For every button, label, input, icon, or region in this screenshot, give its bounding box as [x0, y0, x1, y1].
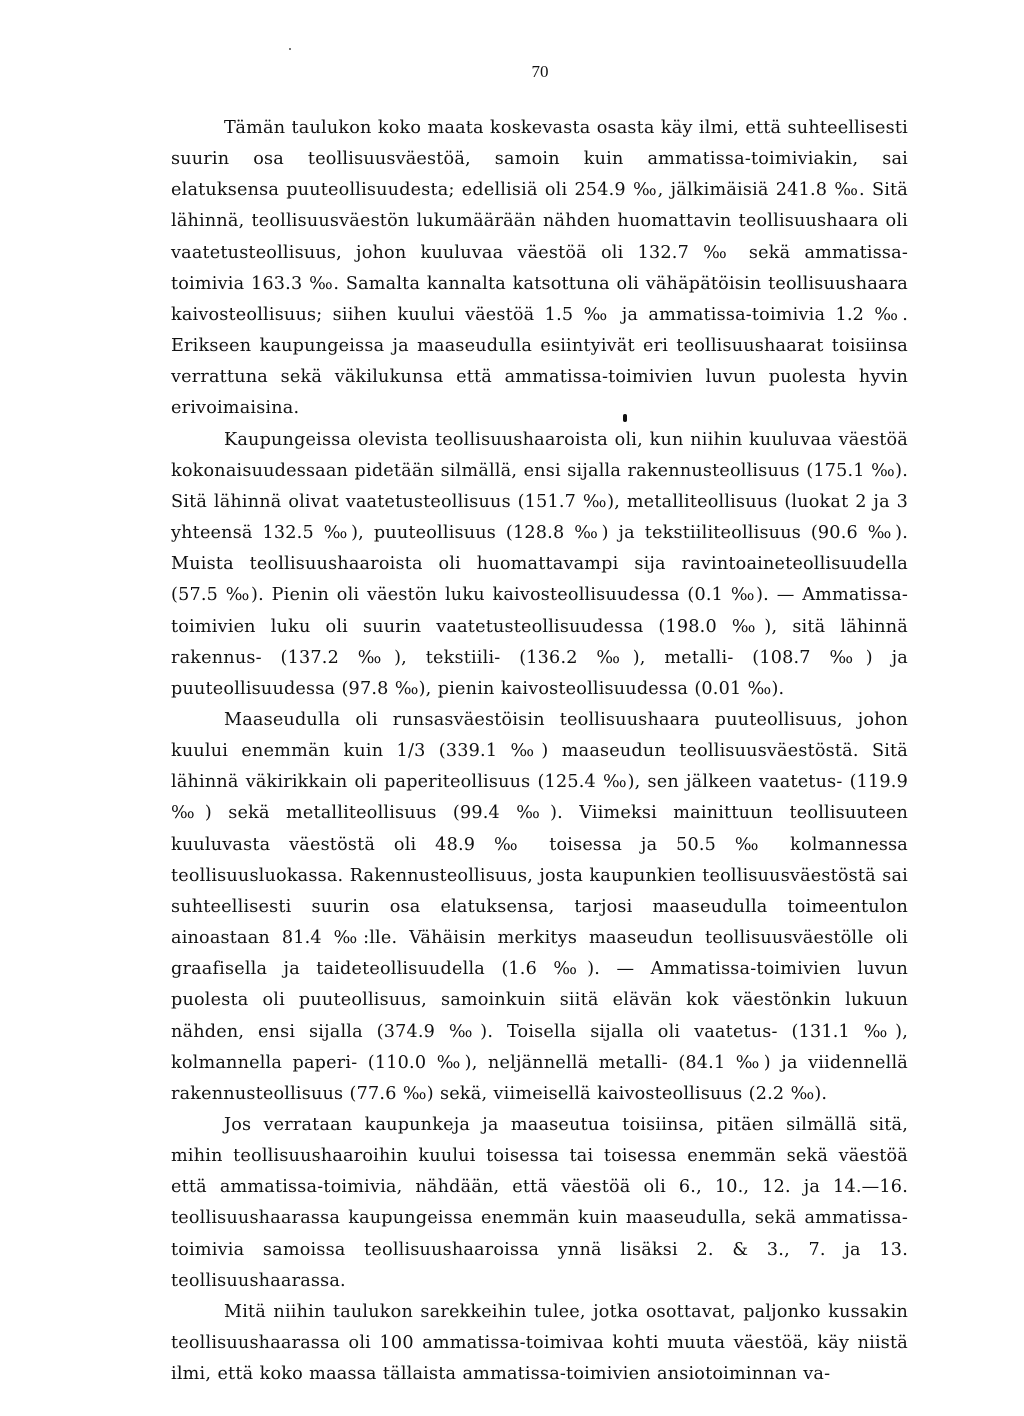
ink-mark — [623, 414, 627, 422]
scan-speck — [289, 48, 291, 50]
paragraph-1: Tämän taulukon koko maata koskevasta osasta käy ilmi, että suhteellisesti suurin osa teollisuusväestöä, samoin kuin ammatissa-toimiviakin, sai elatuksensa puuteollisuudesta; edellisiä oli 254.9 ‰, jälkimäisiä 241.8 ‰. Sitä lähinnä, teollisuusväestön lukumäärään nähden huomattavin teollisuushaara oli vaatetusteollisuus, johon kuuluvaa väestöä oli 132.7 ‰ sekä ammatissa-toimivia 163.3 ‰. Samalta kannalta katsottuna oli vähäpätöisin teollisuushaara kaivosteollisuus; siihen kuului väestöä 1.5 ‰ ja ammatissa-toimivia 1.2 ‰. Erikseen kaupungeissa ja maaseudulla esiintyivät eri teollisuushaarat toisiinsa verrattuna sekä väkilukunsa että ammatissa-toimivien luvun puolesta hyvin erivoimaisina. — [171, 118, 908, 419]
page-number: 70 — [531, 62, 549, 81]
paragraph-2: Kaupungeissa olevista teollisuushaaroista oli, kun niihin kuuluvaa väestöä kokonaisuudessaan pidetään silmällä, ensi sijalla rakennusteollisuus (175.1 ‰). Sitä lähinnä olivat vaatetusteollisuus (151.7 ‰), metalliteollisuus (luokat 2 ja 3 yhteensä 132.5 ‰), puuteollisuus (128.8 ‰) ja tekstiiliteollisuus (90.6 ‰). Muista teollisuushaaroista oli huomattavampi sija ravintoaineteollisuudella (57.5 ‰). Pienin oli väestön luku kaivosteollisuudessa (0.1 ‰). — Ammatissa-toimivien luku oli suurin vaatetusteollisuudessa (198.0 ‰), sitä lähinnä rakennus- (137.2 ‰), tekstiili- (136.2 ‰), metalli- (108.7 ‰) ja puuteollisuudessa (97.8 ‰), pienin kaivosteollisuudessa (0.01 ‰). — [171, 429, 908, 699]
paragraph-3: Maaseudulla oli runsasväestöisin teollisuushaara puuteollisuus, johon kuului enemmän kuin 1/3 (339.1 ‰) maaseudun teollisuusväestöstä. Sitä lähinnä väkirikkain oli paperiteollisuus (125.4 ‰), sen jälkeen vaatetus- (119.9 ‰) sekä metalliteollisuus (99.4 ‰). Viimeksi mainittuun teollisuuteen kuuluvasta väestöstä oli 48.9 ‰ toisessa ja 50.5 ‰ kolmannessa teollisuusluokassa. Rakennusteollisuus, josta kaupunkien teollisuusväestöstä sai suhteellisesti suurin osa elatuksensa, tarjosi maaseudulla toimeentulon ainoastaan 81.4 ‰:lle. Vähäisin merkitys maaseudun teollisuusväestölle oli graafisella ja taideteollisuudella (1.6 ‰). — Ammatissa-toimivien luvun puolesta oli puuteollisuus, samoinkuin siitä elävän kok väestönkin lukuun nähden, ensi sijalla (374.9 ‰). Toisella sijalla oli vaatetus- (131.1 ‰), kolmannella paperi- (110.0 ‰), neljännellä metalli- (84.1 ‰) ja viidennellä rakennusteollisuus (77.6 ‰) sekä, viimeisellä kaivosteollisuus (2.2 ‰). — [171, 709, 908, 1104]
paragraph-5: Mitä niihin taulukon sarekkeihin tulee, jotka osottavat, paljonko kussakin teollisuushaarassa oli 100 ammatissa-toimivaa kohti muuta väestöä, käy niistä ilmi, että koko maassa tällaista ammatissa-toimivien ansiotoiminnan va- — [171, 1301, 908, 1385]
paragraph-4: Jos verrataan kaupunkeja ja maaseutua toisiinsa, pitäen silmällä sitä, mihin teollisuushaaroihin kuului toisessa tai toisessa enemmän sekä väestöä että ammatissa-toimivia, nähdään, että väestöä oli 6., 10., 12. ja 14.—16. teollisuushaarassa kaupungeissa enemmän kuin maaseudulla, sekä ammatissa-toimivia samoissa teollisuushaaroissa ynnä lisäksi 2. & 3., 7. ja 13. teollisuushaarassa. — [171, 1115, 908, 1291]
body-text — [171, 113, 908, 1390]
